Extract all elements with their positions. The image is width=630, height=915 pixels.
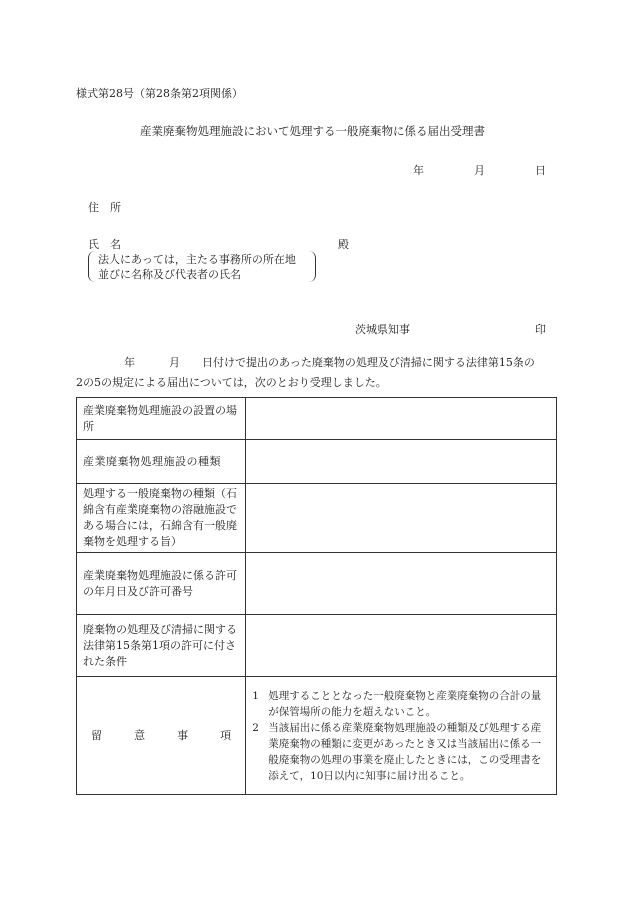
name-label: 氏 名 xyxy=(88,238,121,251)
body-text-line-2: 2の5の規定による届出については，次のとおり受理しました。 xyxy=(76,376,387,389)
notes-label: 留 意 事 項 xyxy=(77,677,246,795)
date-month-label: 月 xyxy=(474,164,485,177)
table-row xyxy=(77,615,557,677)
corporation-note-line-1: 法人にあっては，主たる事務所の所在地 xyxy=(98,253,296,266)
body-text xyxy=(76,353,556,393)
note-item: 1 処理することとなった一般廃棄物と産業廃棄物の合計の量が保管場所の能力を超えないこと。 xyxy=(252,689,542,718)
table-row xyxy=(77,484,557,553)
table-row xyxy=(77,440,557,484)
row-label-conditions: 廃棄物の処理及び清掃に関する法律第15条第1項の許可に付された条件 xyxy=(77,615,246,677)
body-year-label: 年 xyxy=(124,356,135,369)
table-row xyxy=(77,398,557,440)
row-label-permit: 産業廃棄物処理施設に係る許可の年月日及び許可番号 xyxy=(77,553,246,615)
document-title: 産業廃棄物処理施設において処理する一般廃棄物に係る届出受理書 xyxy=(140,124,485,138)
date-year-label: 年 xyxy=(413,164,424,177)
note-item: 2 当該届出に係る産業廃棄物処理施設の種類及び処理する産業廃棄物の種類に変更があったとき又は当該届出に係る一般廃棄物の処理の事業を廃止したときには，この受理書を添えて，10日以内に知事に届け出ること。 xyxy=(252,721,542,782)
row-value-waste-type xyxy=(246,484,557,553)
issuer-governor: 茨城県知事 xyxy=(355,323,410,336)
seal-label: 印 xyxy=(535,323,546,336)
row-label-facility-type: 産業廃棄物処理施設の種類 xyxy=(77,440,246,484)
registration-table xyxy=(76,397,557,795)
body-month-label: 月 xyxy=(169,356,180,369)
row-label-location: 産業廃棄物処理施設の設置の場所 xyxy=(77,398,246,440)
form-number: 様式第28号（第28条第2項関係） xyxy=(76,87,243,100)
corporation-note xyxy=(88,251,316,282)
body-text-line-1: 日付けで提出のあった廃棄物の処理及び清掃に関する法律第15条の xyxy=(202,356,535,369)
row-label-waste-type: 処理する一般廃棄物の種類（石綿含有産業廃棄物の溶融施設である場合には，石綿含有一般廃棄物を処理する旨） xyxy=(77,484,246,553)
row-value-permit xyxy=(246,553,557,615)
table-row xyxy=(77,553,557,615)
row-value-facility-type xyxy=(246,440,557,484)
address-label: 住 所 xyxy=(88,201,121,214)
table-row xyxy=(77,677,557,795)
notes-content xyxy=(246,677,557,795)
row-value-location xyxy=(246,398,557,440)
honorific: 殿 xyxy=(338,238,349,251)
date-day-label: 日 xyxy=(535,164,546,177)
corporation-note-line-2: 並びに名称及び代表者の氏名 xyxy=(98,268,241,281)
row-value-conditions xyxy=(246,615,557,677)
